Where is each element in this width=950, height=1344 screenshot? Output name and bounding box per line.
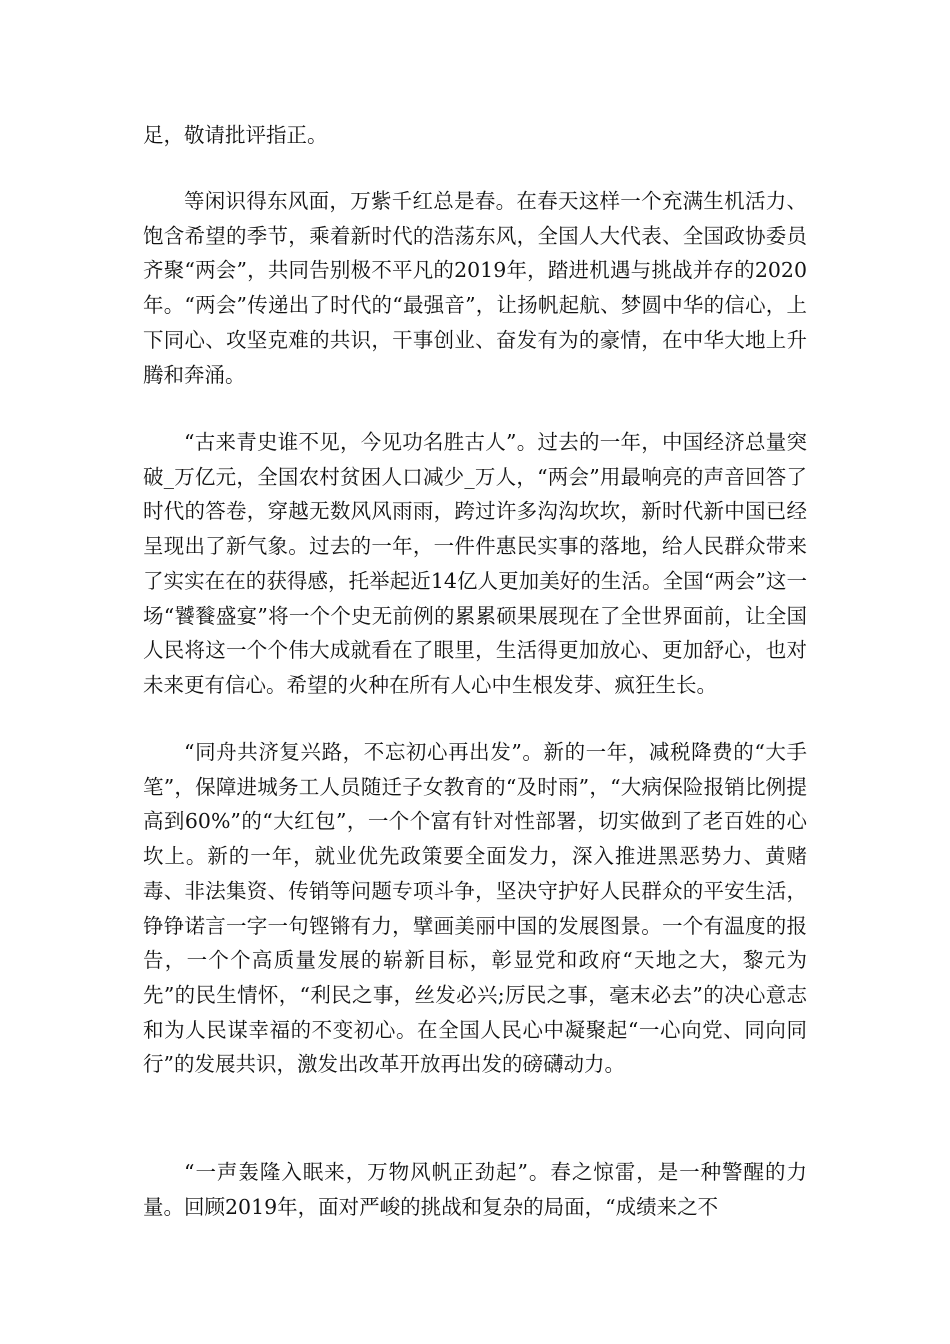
paragraph-spring-wind: 等闲识得东风面，万紫千红总是春。在春天这样一个充满生机活力、饱含希望的季节，乘着新时代的浩荡东风，全国人大代表、全国政协委员齐聚“两会”，共同告别极不平凡的2019年，踏进机遇与挑战并存的2020年。“两会”传递出了时代的“最强音”，让扬帆起航、梦圆中华的信心，上下同心、攻坚克难的共识，干事创业、奋发有为的豪情，在中华大地上升腾和奔涌。 (143, 189, 807, 387)
paragraph-new-year: “同舟共济复兴路，不忘初心再出发”。新的一年，减税降费的“大手笔”，保障进城务工人员随迁子女教育的“及时雨”，“大病保险报销比例提高到60%”的“大红包”，一个个富有针对性部署，切实做到了老百姓的心坎上。新的一年，就业优先政策要全面发力，深入推进黑恶势力、黄赌毒、非法集资、传销等问题专项斗争，坚决守护好人民群众的平安生活，铮铮诺言一字一句铿锵有力，擘画美丽中国的发展图景。一个有温度的报告，一个个高质量发展的崭新目标，彰显党和政府“天地之大，黎元为先”的民生情怀，“利民之事，丝发必兴;厉民之事，毫末必去”的决心意志和为人民谋幸福的不变初心。在全国人民心中凝聚起“一心向党、同向同行”的发展共识，激发出改革开放再出发的磅礴动力。 (143, 740, 807, 1077)
paragraph-spring-thunder: “一声轰隆入眠来，万物风帆正劲起”。春之惊雷，是一种警醒的力量。回顾2019年，面对严峻的挑战和复杂的局面，“成绩来之不 (143, 1160, 807, 1219)
paragraph-continuation: 足，敬请批评指正。 (143, 123, 328, 147)
paragraph-past-year: “古来青史谁不见，今见功名胜古人”。过去的一年，中国经济总量突破_万亿元，全国农村贫困人口减少_万人，“两会”用最响亮的声音回答了时代的答卷，穿越无数风风雨雨，跨过许多沟沟坎坎，新时代新中国已经呈现出了新气象。过去的一年，一件件惠民实事的落地，给人民群众带来了实实在在的获得感，托举起近14亿人更加美好的生活。全国“两会”这一场“饕餮盛宴”将一个个史无前例的累累硕果展现在了全世界面前，让全国人民将这一个个伟大成就看在了眼里，生活得更加放心、更加舒心，也对未来更有信心。希望的火种在所有人心中生根发芽、疯狂生长。 (143, 430, 807, 697)
